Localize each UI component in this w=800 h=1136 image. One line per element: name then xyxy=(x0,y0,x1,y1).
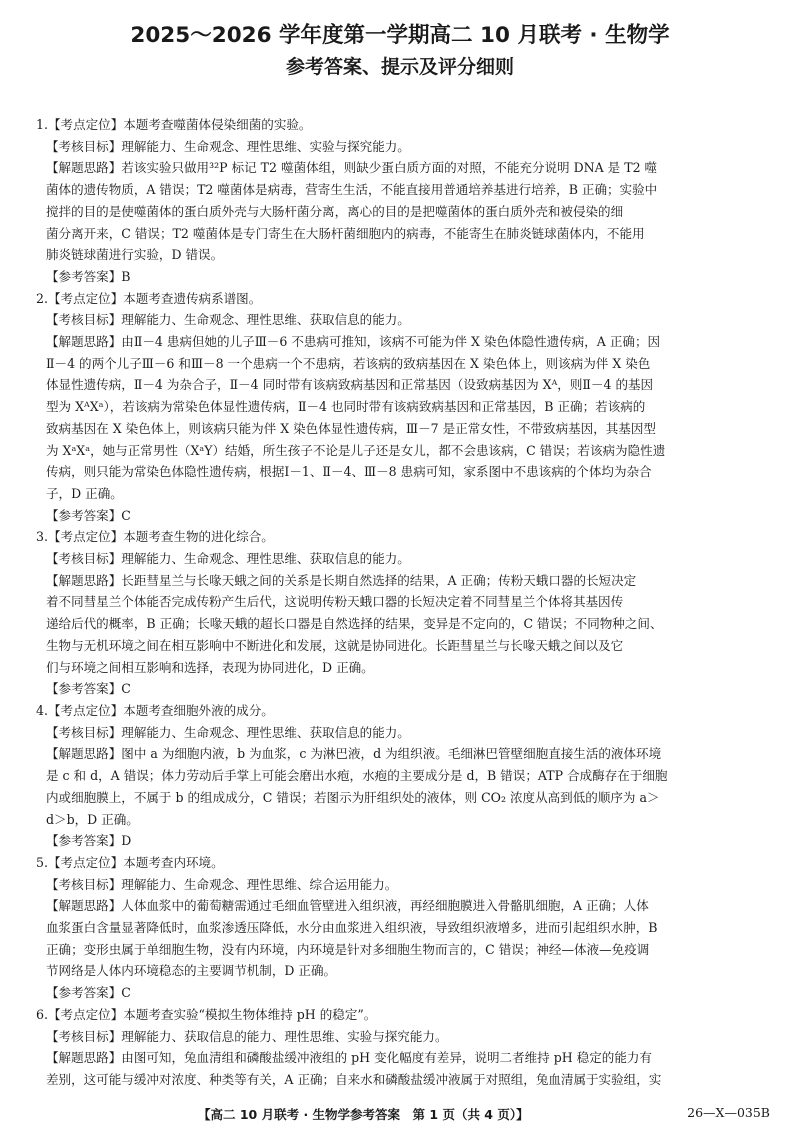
question-text: 【参考答案】C xyxy=(46,681,131,697)
question-block xyxy=(36,852,778,1004)
question-text: 【考点定位】本题考查细胞外液的成分。 xyxy=(47,702,274,718)
question-line xyxy=(36,939,778,961)
question-number: 5. xyxy=(36,854,48,870)
question-line xyxy=(36,179,778,201)
question-block xyxy=(36,700,778,852)
question-text: 递给后代的概率，B 正确；长喙天蛾的超长口器是自然选择的结果，变异是不定向的，C 错误；不同物种之间、 xyxy=(46,616,663,632)
question-line xyxy=(36,895,778,917)
question-line xyxy=(36,678,778,700)
question-text: 【考点定位】本题考查生物的进化综合。 xyxy=(47,529,274,545)
question-line xyxy=(36,830,778,852)
page-header xyxy=(0,22,800,80)
question-line xyxy=(36,418,778,440)
question-text: 【参考答案】C xyxy=(46,985,131,1001)
question-text: 生物与无机环境之间在相互影响中不断进化和发展，这就是协同进化。长距彗星兰与长喙天蛾之间以及它 xyxy=(46,637,624,653)
question-line xyxy=(36,874,778,896)
question-line xyxy=(36,613,778,635)
question-line xyxy=(36,657,778,679)
question-number: 2. xyxy=(36,290,48,306)
question-line xyxy=(36,960,778,982)
question-line xyxy=(36,505,778,527)
question-line xyxy=(36,353,778,375)
question-text: 节网络是人体内环境稳态的主要调节机制，D 正确。 xyxy=(46,963,337,979)
question-first-line xyxy=(36,700,778,722)
question-text: 【考核目标】理解能力、生命观念、理性思维、获取信息的能力。 xyxy=(46,551,410,567)
question-text: 【解题思路】由Ⅱ－4 患病但她的儿子Ⅲ－6 不患病可推知，该病不可能为伴 X 染色体隐性遗传病，A 正确；因 xyxy=(46,334,661,350)
question-line xyxy=(36,396,778,418)
question-line xyxy=(36,440,778,462)
question-line xyxy=(36,136,778,158)
question-first-line xyxy=(36,114,778,136)
question-first-line xyxy=(36,1004,778,1026)
question-line xyxy=(36,743,778,765)
question-text: 【考核目标】理解能力、生命观念、理性思维、实验与探究能力。 xyxy=(46,138,410,154)
question-text: 【考点定位】本题考查内环境。 xyxy=(47,854,224,870)
question-block xyxy=(36,526,778,700)
question-line xyxy=(36,244,778,266)
question-number: 4. xyxy=(36,702,48,718)
question-first-line xyxy=(36,526,778,548)
question-line xyxy=(36,787,778,809)
question-line xyxy=(36,548,778,570)
question-text: 菌分离开来，C 错误；T2 噬菌体是专门寄生在大肠杆菌细胞内的病毒，不能寄生在肺炎链球菌体内，不能用 xyxy=(46,225,645,241)
page-title: 2025～2026 学年度第一学期高二 10 月联考 · 生物学 xyxy=(130,23,670,48)
question-text: 型为 XᴬXᵃ），若该病为常染色体显性遗传病，Ⅱ－4 也同时带有该病致病基因和正常基因，B 正确；若该病的 xyxy=(46,399,646,415)
question-line xyxy=(36,722,778,744)
question-line xyxy=(36,461,778,483)
question-line xyxy=(36,374,778,396)
question-text: 【考点定位】本题考查遗传病系谱图。 xyxy=(47,290,262,306)
question-text: 【解题思路】由图可知，兔血清组和磷酸盐缓冲液组的 pH 变化幅度有差异，说明二者维持 pH 稳定的能力有 xyxy=(46,1050,652,1066)
answer-content xyxy=(36,114,778,1091)
question-text: 们与环境之间相互影响和选择，表现为协同进化，D 正确。 xyxy=(46,659,374,675)
question-text: 内或细胞膜上，不属于 b 的组成成分，C 错误；若图示为肝组织处的液体，则 CO₂ 浓度从高到低的顺序为 a＞ xyxy=(46,789,660,805)
question-text: 【参考答案】D xyxy=(46,833,132,849)
question-text: 是 c 和 d，A 错误；体力劳动后手掌上可能会磨出水疱，水疱的主要成分是 d，B 错误；ATP 合成酶存在于细胞 xyxy=(46,768,668,784)
question-text: 肺炎链球菌进行实验，D 错误。 xyxy=(46,247,224,263)
question-line xyxy=(36,201,778,223)
question-text: 血浆蛋白含量显著降低时，血浆渗透压降低，水分由血浆进入组织液，导致组织液增多，进而引起组织水肿，B xyxy=(46,920,658,936)
question-line xyxy=(36,809,778,831)
footer-doc-code: 26—X—035B xyxy=(687,1105,770,1120)
question-first-line xyxy=(36,852,778,874)
question-text: 【考点定位】本题考查噬菌体侵染细菌的实验。 xyxy=(47,117,312,132)
question-text: 致病基因在 X 染色体上，则该病只能为伴 X 染色体显性遗传病，Ⅲ－7 是正常女性，不带致病基因，其基因型 xyxy=(46,420,656,436)
question-text: 【解题思路】人体血浆中的葡萄糖需通过毛细血管壁进入组织液，再经细胞膜进入骨骼肌细胞，A 正确；人体 xyxy=(46,898,649,914)
page-footer xyxy=(0,1105,800,1125)
question-text: 【参考答案】B xyxy=(46,268,131,284)
question-line xyxy=(36,483,778,505)
footer-page-info: 【高二 10 月联考 · 生物学参考答案 第 1 页（共 4 页）】 xyxy=(198,1107,529,1122)
question-text: 菌体的遗传物质，A 错误；T2 噬菌体是病毒，营寄生生活，不能直接用普通培养基进行培养，B 正确；实验中 xyxy=(46,182,658,198)
question-text: Ⅱ－4 的两个儿子Ⅲ－6 和Ⅲ－8 一个患病一个不患病，若该病的致病基因在 X 染色体上，则该病为伴 X 染色 xyxy=(46,355,651,371)
question-line xyxy=(36,331,778,353)
question-line xyxy=(36,223,778,245)
question-text: 【考点定位】本题考查实验“模拟生物体维持 pH 的稳定”。 xyxy=(47,1006,377,1022)
question-line xyxy=(36,1069,778,1091)
question-number: 1. xyxy=(36,117,48,132)
question-text: 搅拌的目的是使噬菌体的蛋白质外壳与大肠杆菌分离，离心的目的是把噬菌体的蛋白质外壳和被侵染的细 xyxy=(46,203,624,219)
question-text: 【考核目标】理解能力、生命观念、理性思维、获取信息的能力。 xyxy=(46,724,410,740)
question-text: 体显性遗传病，Ⅱ－4 为杂合子，Ⅱ－4 同时带有该病致病基因和正常基因（设致病基因为 Xᴬ，则Ⅱ－4 的基因 xyxy=(46,377,654,393)
question-line xyxy=(36,157,778,179)
question-number: 3. xyxy=(36,529,48,545)
question-text: 【解题思路】长距彗星兰与长喙天蛾之间的关系是长期自然选择的结果，A 正确；传粉天蛾口器的长短决定 xyxy=(46,572,637,588)
question-block xyxy=(36,1004,778,1091)
question-line xyxy=(36,570,778,592)
question-text: 子，D 正确。 xyxy=(46,485,123,501)
question-text: 【考核目标】理解能力、获取信息的能力、理性思维、实验与探究能力。 xyxy=(46,1028,448,1044)
question-line xyxy=(36,917,778,939)
question-line xyxy=(36,982,778,1004)
question-text: 【解题思路】若该实验只做用³²P 标记 T2 噬菌体组，则缺少蛋白质方面的对照，不能充分说明 DNA 是 T2 噬 xyxy=(46,160,658,176)
question-text: 着不同彗星兰个体能否完成传粉产生后代，这说明传粉天蛾口器的长短决定着不同彗星兰个体将其基因传 xyxy=(46,594,624,610)
question-text: 【解题思路】图中 a 为细胞内液，b 为血浆，c 为淋巴液，d 为组织液。毛细淋巴管壁细胞直接生活的液体环境 xyxy=(46,746,662,762)
question-line xyxy=(36,765,778,787)
question-block xyxy=(36,288,778,527)
question-line xyxy=(36,591,778,613)
question-text: 【考核目标】理解能力、生命观念、理性思维、获取信息的能力。 xyxy=(46,312,410,328)
question-line xyxy=(36,1047,778,1069)
question-block xyxy=(36,114,778,288)
question-line xyxy=(36,309,778,331)
page-subtitle: 参考答案、提示及评分细则 xyxy=(285,56,514,78)
question-text: 传病，则只能为常染色体隐性遗传病，根据Ⅰ－1、Ⅱ－4、Ⅲ－8 患病可知，家系图中不患该病的个体均为杂合 xyxy=(46,464,652,480)
question-text: 正确；变形虫属于单细胞生物，没有内环境，内环境是针对多细胞生物而言的，C 错误；神经—体液—免疫调 xyxy=(46,941,650,957)
question-text: 【考核目标】理解能力、生命观念、理性思维、综合运用能力。 xyxy=(46,876,398,892)
question-line xyxy=(36,635,778,657)
question-line xyxy=(36,1026,778,1048)
question-first-line xyxy=(36,288,778,310)
question-text: 为 XᵃXᵃ，她与正常男性（XᵃY）结婚，所生孩子不论是儿子还是女儿，都不会患该病，C 错误；若该病为隐性遗 xyxy=(46,442,666,458)
question-number: 6. xyxy=(36,1006,48,1022)
question-text: 差别，这可能与缓冲对浓度、种类等有关，A 正确；自来水和磷酸盐缓冲液属于对照组，兔血清属于实验组，实 xyxy=(46,1071,662,1087)
question-text: d＞b，D 正确。 xyxy=(46,811,139,827)
question-line xyxy=(36,266,778,288)
question-text: 【参考答案】C xyxy=(46,507,131,523)
